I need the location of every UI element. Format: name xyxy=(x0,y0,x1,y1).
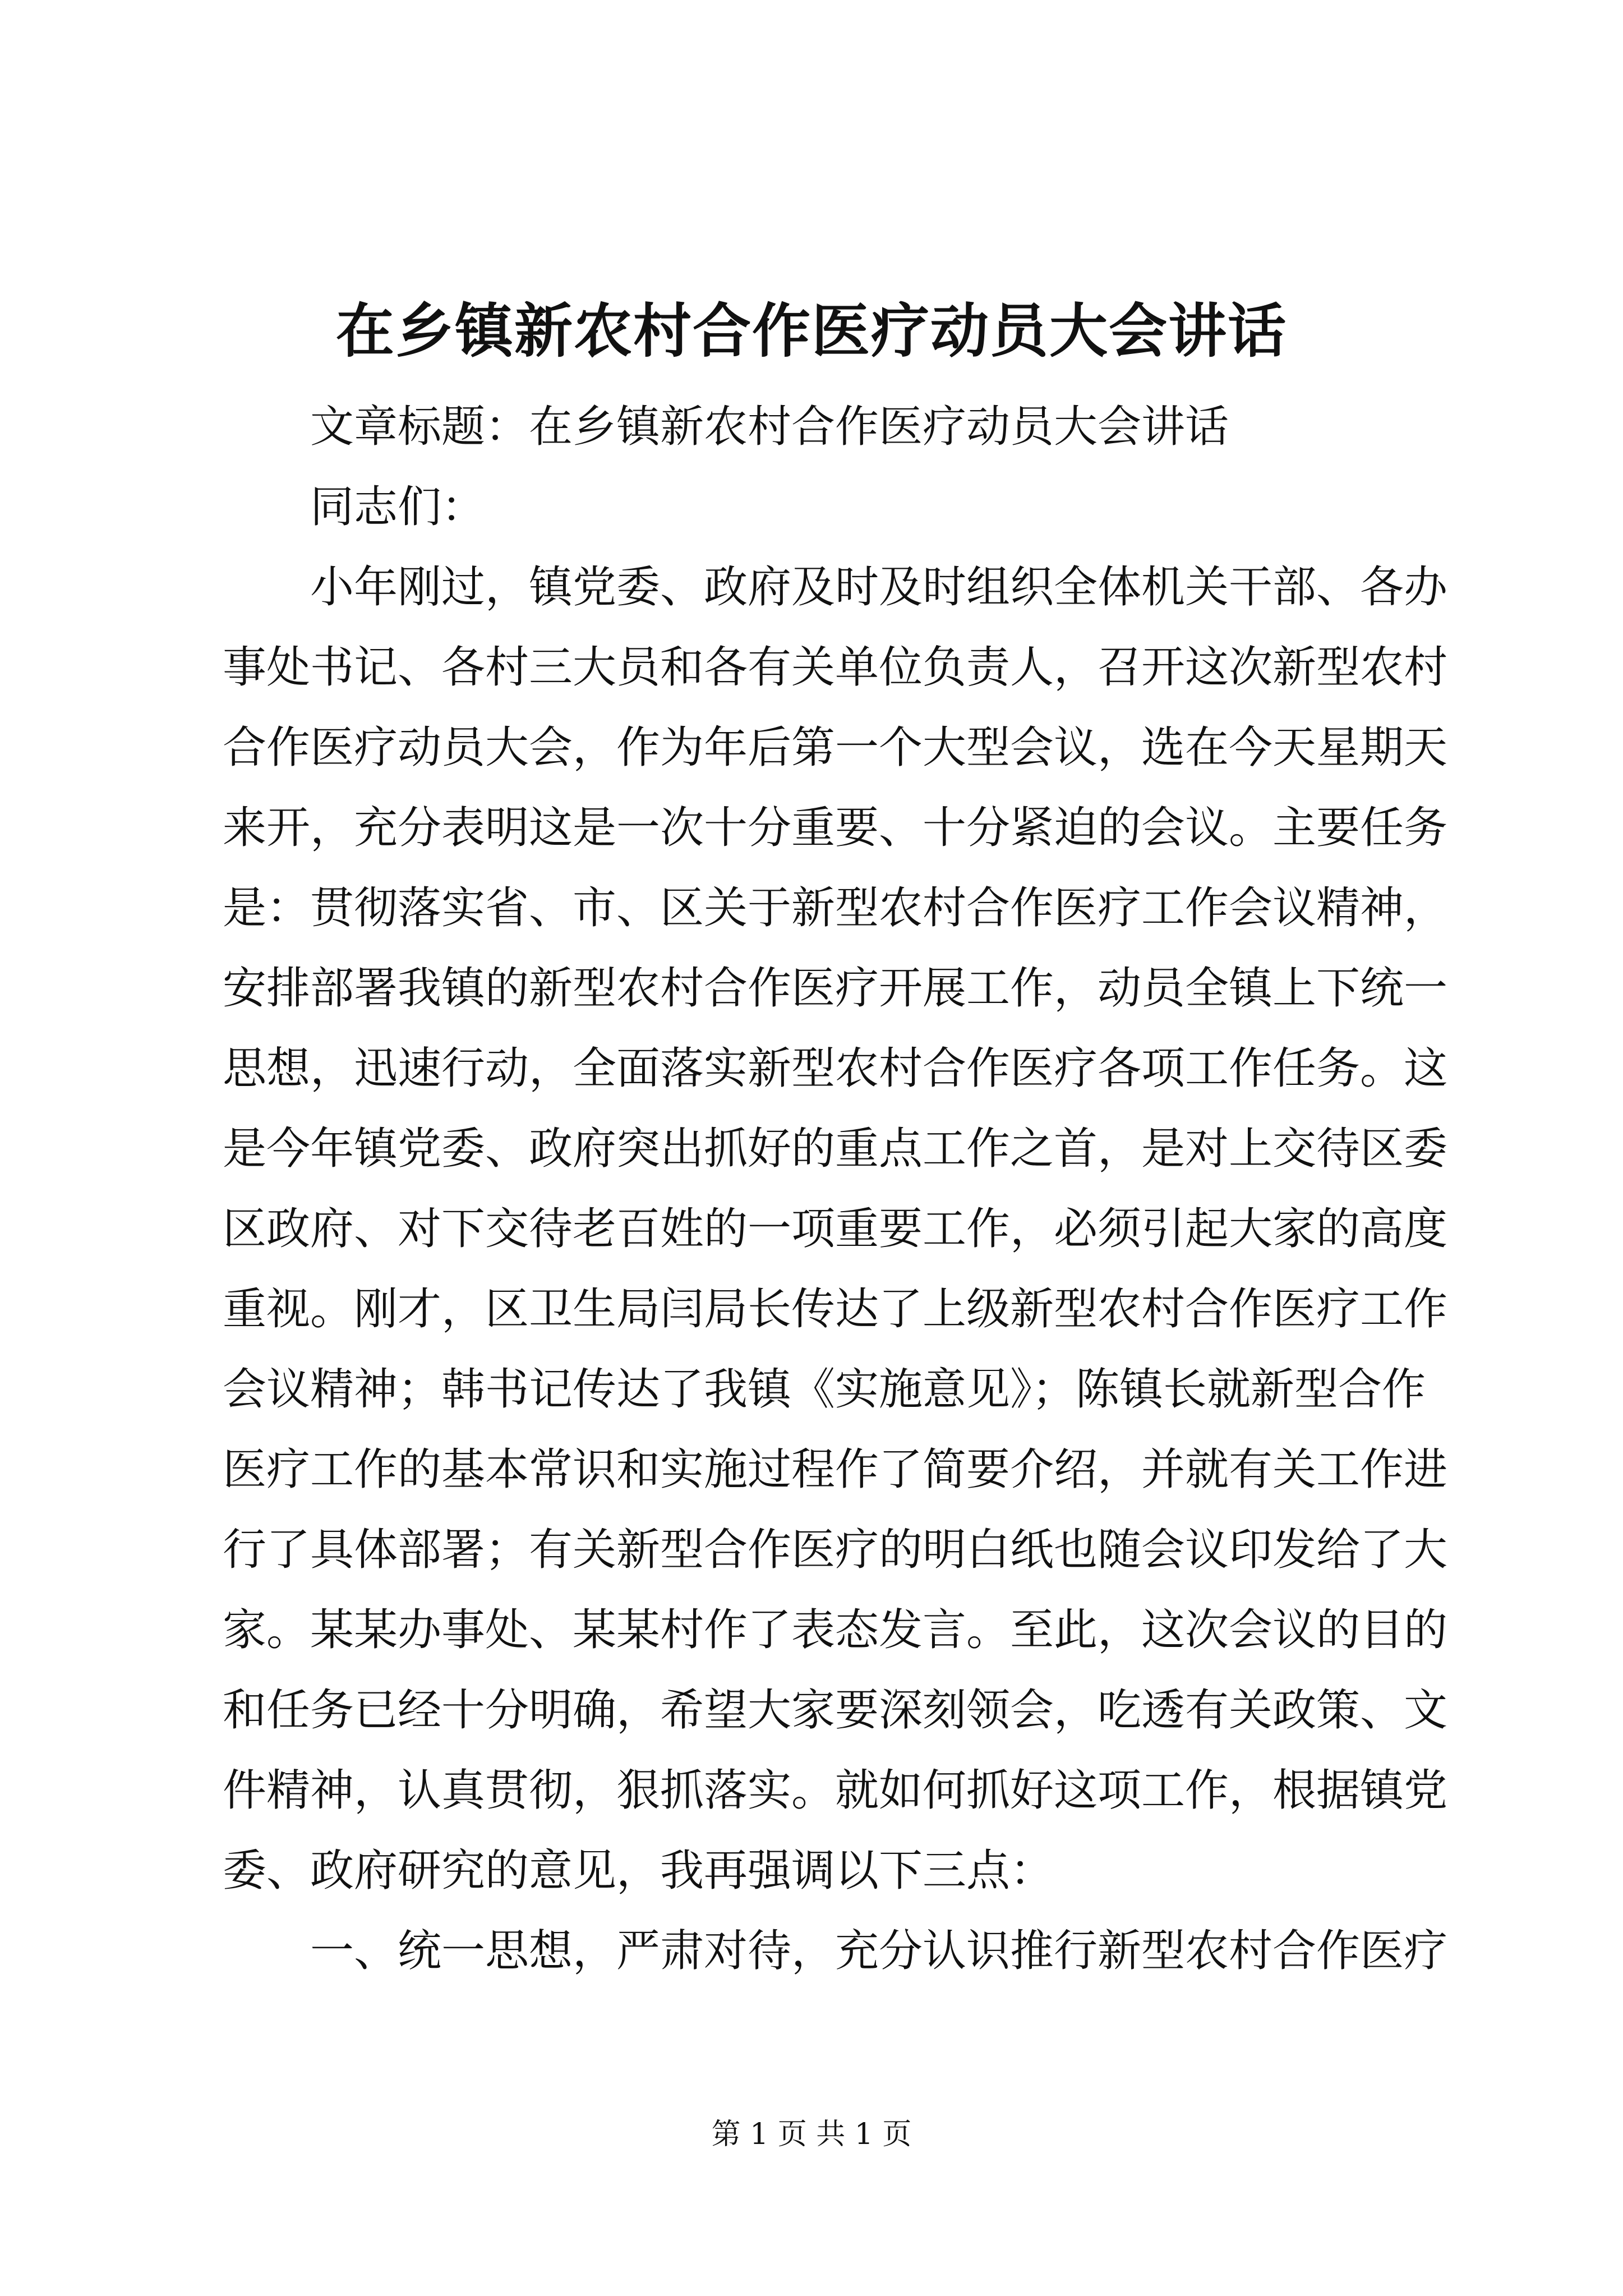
section-heading-line: 一、统一思想，严肃对待，充分认识推行新型农村合作医疗 xyxy=(310,1926,1448,1976)
article-title-line: 文章标题：在乡镇新农村合作医疗动员大会讲话 xyxy=(310,402,1229,452)
document-title: 在乡镇新农村合作医疗动员大会讲话 xyxy=(335,296,1287,365)
paragraph-line: 重视。刚才，区卫生局闫局长传达了上级新型农村合作医疗工作 xyxy=(223,1284,1448,1335)
paragraph-line: 委、政府研究的意见，我再强调以下三点： xyxy=(223,1846,1054,1896)
paragraph-line: 件精神，认真贯彻，狠抓落实。就如何抓好这项工作，根据镇党 xyxy=(223,1765,1448,1816)
paragraph-line: 合作医疗动员大会，作为年后第一个大型会议，选在今天星期天 xyxy=(223,723,1448,773)
paragraph-line: 和任务已经十分明确，希望大家要深刻领会，吃透有关政策、文 xyxy=(223,1685,1448,1736)
paragraph-line: 事处书记、各村三大员和各有关单位负责人，召开这次新型农村 xyxy=(223,642,1448,693)
paragraph-line: 区政府、对下交待老百姓的一项重要工作，必须引起大家的高度 xyxy=(223,1204,1448,1254)
paragraph-line: 会议精神；韩书记传达了我镇《实施意见》；陈镇长就新型合作 xyxy=(223,1364,1426,1415)
paragraph-line: 是：贯彻落实省、市、区关于新型农村合作医疗工作会议精神， xyxy=(223,883,1448,933)
paragraph-line: 是今年镇党委、政府突出抓好的重点工作之首，是对上交待区委 xyxy=(223,1124,1448,1174)
paragraph-line: 医疗工作的基本常识和实施过程作了简要介绍，并就有关工作进 xyxy=(223,1444,1448,1495)
paragraph-line: 行了具体部署；有关新型合作医疗的明白纸也随会议印发给了大 xyxy=(223,1525,1448,1575)
paragraph-line: 小年刚过，镇党委、政府及时及时组织全体机关干部、各办 xyxy=(310,562,1448,613)
paragraph-line: 家。某某办事处、某某村作了表态发言。至此，这次会议的目的 xyxy=(223,1605,1448,1655)
salutation-line: 同志们： xyxy=(310,482,486,532)
page-footer: 第 1 页 共 1 页 xyxy=(711,2118,912,2151)
paragraph-line: 思想，迅速行动，全面落实新型农村合作医疗各项工作任务。这 xyxy=(223,1043,1448,1094)
paragraph-line: 安排部署我镇的新型农村合作医疗开展工作，动员全镇上下统一 xyxy=(223,963,1448,1014)
paragraph-line: 来开，充分表明这是一次十分重要、十分紧迫的会议。主要任务 xyxy=(223,803,1448,853)
document-body xyxy=(223,387,1448,1991)
